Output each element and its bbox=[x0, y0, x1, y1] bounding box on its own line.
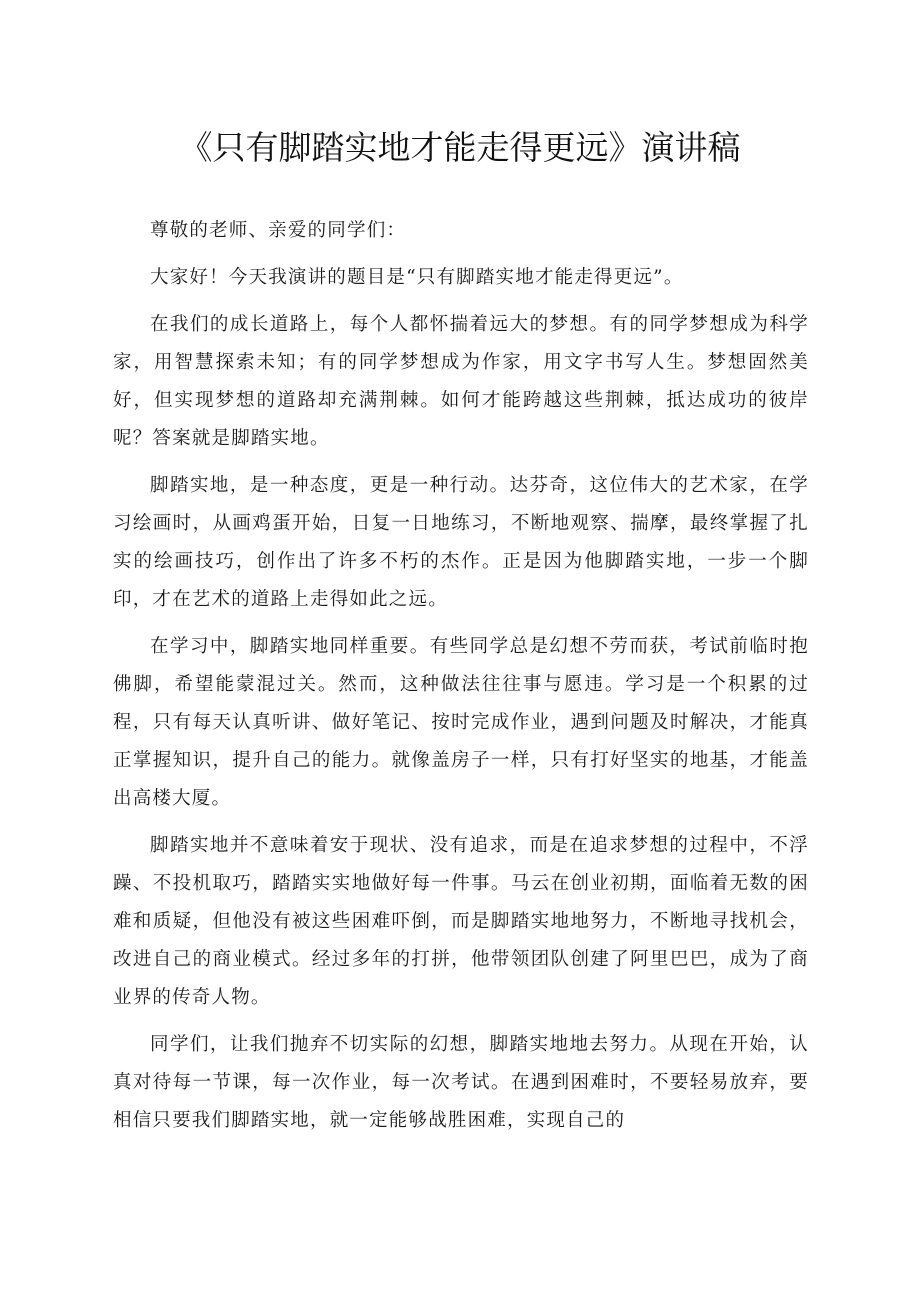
document-title: 《只有脚踏实地才能走得更远》演讲稿 bbox=[179, 128, 741, 167]
body-paragraph: 同学们，让我们抛弃不切实际的幻想，脚踏实地地去努力。从现在开始，认真对待每一节课，每一次作业，每一次考试。在遇到困难时，不要轻易放弃，要相信只要我们脚踏实地，就一定能够战胜困难，实现自己的 bbox=[113, 1034, 809, 1131]
body-paragraph: 在学习中，脚踏实地同样重要。有些同学总是幻想不劳而获，考试前临时抱佛脚，希望能蒙混过关。然而，这种做法往往事与愿违。学习是一个积累的过程，只有每天认真听讲、做好笔记、按时完成作业，遇到问题及时解决，才能真正掌握知识，提升自己的能力。就像盖房子一样，只有打好坚实的地基，才能盖出高楼大厦。 bbox=[113, 636, 809, 809]
body-paragraph: 在我们的成长道路上，每个人都怀揣着远大的梦想。有的同学梦想成为科学家，用智慧探索未知；有的同学梦想成为作家，用文字书写人生。梦想固然美好，但实现梦想的道路却充满荆棘。如何才能跨越这些荆棘，抵达成功的彼岸呢？答案就是脚踏实地。 bbox=[113, 314, 809, 449]
body-paragraph: 脚踏实地并不意味着安于现状、没有追求，而是在追求梦想的过程中，不浮躁、不投机取巧，踏踏实实地做好每一件事。马云在创业初期，面临着无数的困难和质疑，但他没有被这些困难吓倒，而是脚踏实地地努力，不断地寻找机会，改进自己的商业模式。经过多年的打拼，他带领团队创建了阿里巴巴，成为了商业界的传奇人物。 bbox=[113, 835, 809, 1008]
salutation: 尊敬的老师、亲爱的同学们： bbox=[150, 220, 407, 241]
document-body bbox=[113, 212, 809, 1149]
body-paragraph: 脚踏实地，是一种态度，更是一种行动。达芬奇，这位伟大的艺术家，在学习绘画时，从画鸡蛋开始，日复一日地练习，不断地观察、揣摩，最终掌握了扎实的绘画技巧，创作出了许多不朽的杰作。正是因为他脚踏实地，一步一个脚印，才在艺术的道路上走得如此之远。 bbox=[113, 475, 809, 610]
greeting-paragraph: 大家好！今天我演讲的题目是“只有脚踏实地才能走得更远”。 bbox=[150, 267, 684, 288]
